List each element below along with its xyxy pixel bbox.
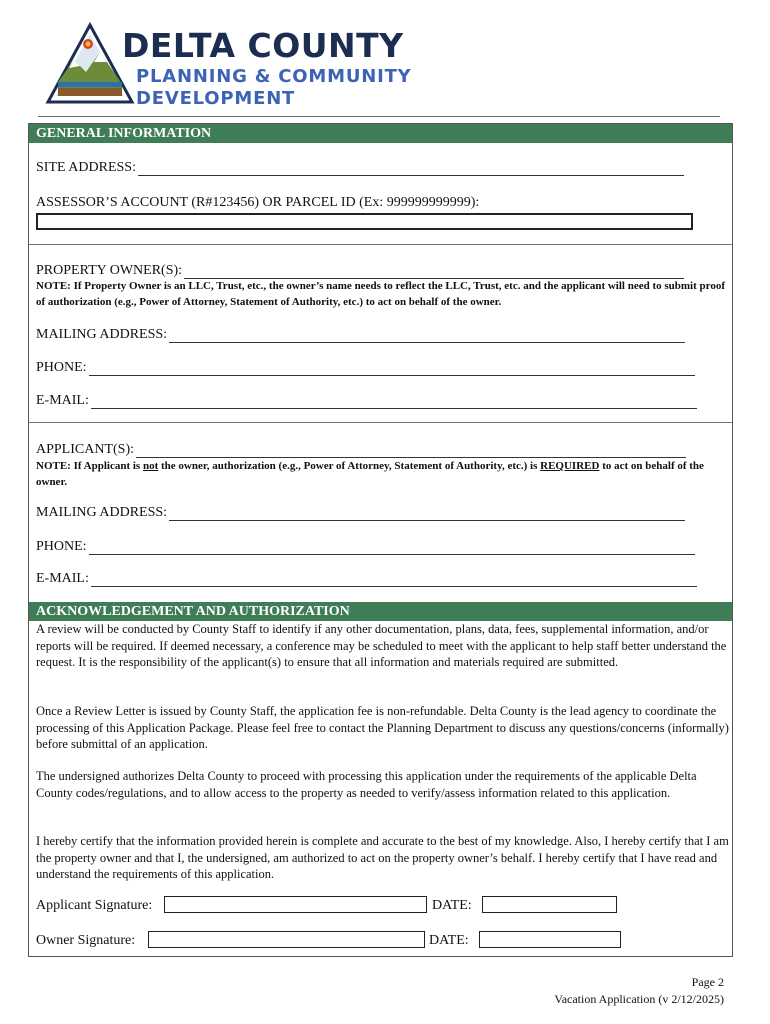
applicant-mailing-field[interactable] <box>169 508 685 521</box>
page-number: Page 2 <box>691 975 724 989</box>
applicant-note: NOTE: If Applicant is not the owner, authorization (e.g., Power of Attorney, Statement of Authority, etc.) is REQUIRED to act on behalf of the owner. <box>36 460 704 488</box>
applicant-label: APPLICANT(S): <box>36 442 135 457</box>
owner-note: NOTE: If Property Owner is an LLC, Trust, etc., the owner’s name needs to reflect the LLC, Trust, etc. and the applicant will need to submit proof of authorization (e.g., Power of Attorney, Statement of Authority, etc.) to act on behalf of the owner. <box>36 280 725 308</box>
department-line-2: DEVELOPMENT <box>136 88 296 109</box>
applicant-date-input[interactable] <box>482 896 617 913</box>
applicant-phone-row <box>36 539 695 555</box>
owner-mailing-row <box>36 327 685 343</box>
owner-date-label: DATE: <box>429 933 469 948</box>
site-address-label: SITE ADDRESS: <box>36 160 136 175</box>
applicant-row <box>36 442 686 458</box>
section-acknowledgement: ACKNOWLEDGEMENT AND AUTHORIZATION <box>29 602 732 621</box>
header-rule <box>38 116 720 117</box>
applicant-mailing-row <box>36 505 685 521</box>
applicant-signature-label: Applicant Signature: <box>36 898 153 913</box>
section-general-information: GENERAL INFORMATION <box>29 124 732 143</box>
applicant-email-row <box>36 571 697 587</box>
property-owner-label: PROPERTY OWNER(S): <box>36 263 183 278</box>
ack-paragraph-2: Once a Review Letter is issued by County Staff, the application fee is non-refundable. Delta County is the lead agency to coordinate the processing of this Application Package. Please feel free to contact the Planning Department to discuss any questions/concerns (informally) before submittal of an application. <box>36 704 729 751</box>
owner-email-label: E-MAIL: <box>36 393 89 408</box>
owner-phone-row <box>36 360 695 376</box>
applicant-field[interactable] <box>136 445 686 458</box>
divider <box>29 244 732 245</box>
owner-phone-field[interactable] <box>89 363 695 376</box>
org-name: DELTA COUNTY <box>122 26 404 65</box>
ack-paragraph-4: I hereby certify that the information provided herein is complete and accurate to the best of my knowledge. Also, I hereby certify that I am the property owner and that I, the undersigned, am authorized to act on the property owner’s behalf. I hereby certify that I have read and understand the requirements of this application. <box>36 834 729 881</box>
applicant-phone-field[interactable] <box>89 542 695 555</box>
site-address-row <box>36 160 684 176</box>
site-address-field[interactable] <box>138 163 684 176</box>
owner-phone-label: PHONE: <box>36 360 87 375</box>
assessor-row <box>36 195 479 211</box>
owner-mailing-label: MAILING ADDRESS: <box>36 327 168 342</box>
owner-signature-input[interactable] <box>148 931 425 948</box>
property-owner-row <box>36 263 684 279</box>
applicant-phone-label: PHONE: <box>36 539 87 554</box>
assessor-label: ASSESSOR’S ACCOUNT (R#123456) OR PARCEL ID (Ex: 999999999999): <box>36 195 480 210</box>
page-header <box>44 18 724 114</box>
owner-email-field[interactable] <box>91 396 697 409</box>
applicant-signature-input[interactable] <box>164 896 427 913</box>
document-version: Vacation Application (v 2/12/2025) <box>554 992 724 1006</box>
applicant-email-field[interactable] <box>91 574 697 587</box>
application-form <box>28 123 733 957</box>
owner-mailing-field[interactable] <box>169 330 685 343</box>
applicant-mailing-label: MAILING ADDRESS: <box>36 505 168 520</box>
owner-signature-label: Owner Signature: <box>36 933 136 948</box>
applicant-email-label: E-MAIL: <box>36 571 89 586</box>
owner-date-input[interactable] <box>479 931 621 948</box>
ack-paragraph-3: The undersigned authorizes Delta County to proceed with processing this application under the requirements of the applicable Delta County codes/regulations, and to allow access to the property as needed to verify/assess information related to this application. <box>36 769 697 800</box>
divider <box>29 422 732 423</box>
applicant-date-label: DATE: <box>432 898 472 913</box>
department-line-1: PLANNING & COMMUNITY <box>136 66 412 87</box>
owner-email-row <box>36 393 697 409</box>
ack-paragraph-1: A review will be conducted by County Staff to identify if any other documentation, plans, data, fees, supplemental information, and/or reports will be required. If deemed necessary, a conference may be scheduled to meet with the applicant to help staff better understand the request. It is the responsibility of the applicant(s) to ensure that all information and materials required are submitted. <box>36 622 727 669</box>
assessor-parcel-input[interactable] <box>36 213 693 230</box>
